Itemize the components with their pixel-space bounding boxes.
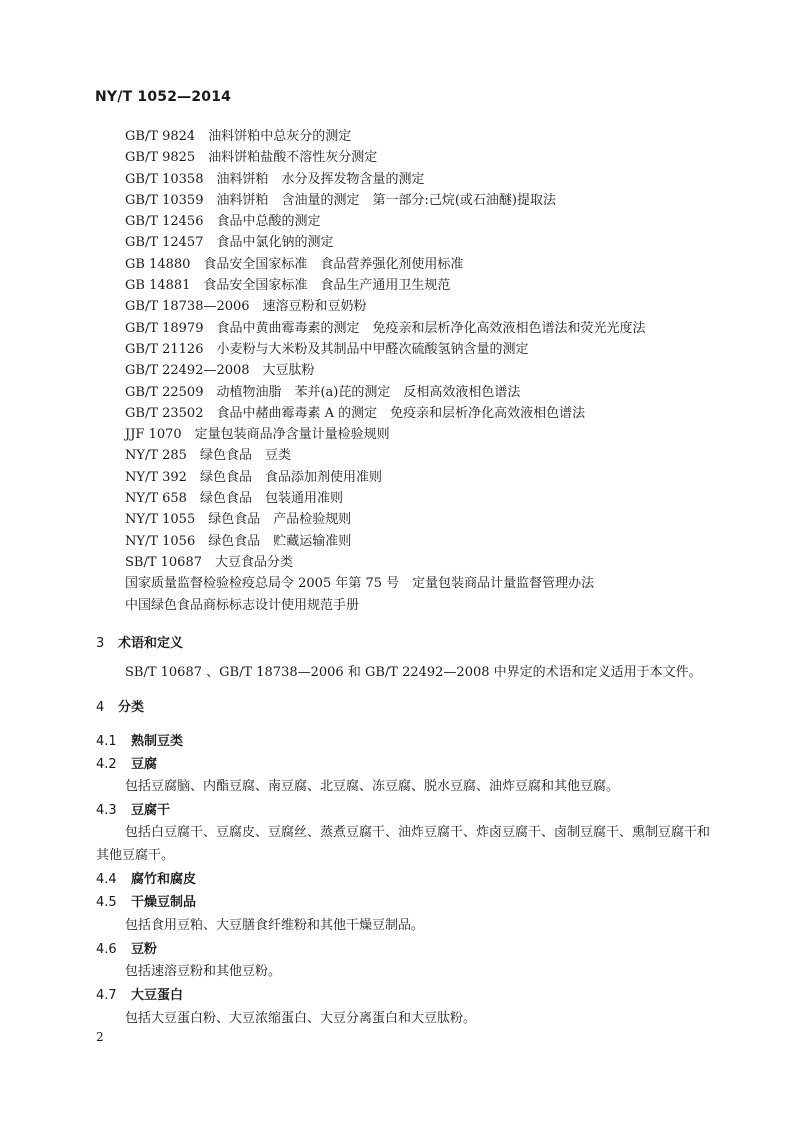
section-4-2-text: 包括豆腐脑、内酯豆腐、南豆腐、北豆腐、冻豆腐、脱水豆腐、油炸豆腐和其他豆腐。 [125, 779, 620, 794]
section-4-heading [96, 698, 144, 718]
section-title: 豆腐干 [131, 803, 171, 818]
section-4-6-text: 包括速溶豆粉和其他豆粉。 [125, 964, 282, 979]
reference-item: NY/T 1056 绿色食品 贮藏运输准则 [125, 533, 352, 549]
reference-item: JJF 1070 定量包装商品净含量计量检验规则 [125, 427, 390, 443]
section-number: 4.7 [96, 988, 117, 1003]
normative-references-list [125, 126, 645, 616]
section-4-5-heading [96, 893, 196, 913]
reference-item: GB/T 9825 油料饼粕盐酸不溶性灰分测定 [125, 150, 378, 166]
page-number: 2 [96, 1030, 104, 1044]
section-number: 4.6 [96, 942, 117, 957]
section-number: 4.4 [96, 872, 117, 887]
reference-item: GB/T 10358 油料饼粕 水分及挥发物含量的测定 [125, 171, 425, 187]
section-title: 术语和定义 [118, 636, 184, 651]
section-number: 4 [96, 700, 105, 715]
section-title: 分类 [118, 700, 145, 715]
standard-number-header: NY/T 1052—2014 [95, 89, 232, 105]
section-number: 4.2 [96, 757, 117, 772]
reference-item: NY/T 392 绿色食品 食品添加剂使用准则 [125, 469, 382, 485]
section-4-4-heading [96, 870, 196, 890]
section-4-3-text: 包括白豆腐干、豆腐皮、豆腐丝、蒸煮豆腐干、油炸豆腐干、炸卤豆腐干、卤制豆腐干、熏制豆腐干和其他豆腐干。 [96, 825, 711, 863]
reference-item: NY/T 285 绿色食品 豆类 [125, 448, 291, 464]
section-title: 干燥豆制品 [131, 895, 197, 910]
section-number: 4.3 [96, 803, 117, 818]
reference-item: GB/T 12457 食品中氯化钠的测定 [125, 235, 334, 251]
reference-item: GB/T 18979 食品中黄曲霉毒素的测定 免疫亲和层析净化高效液相色谱法和荧光光度法 [125, 320, 646, 336]
section-4-6-heading [96, 940, 157, 960]
reference-item: NY/T 1055 绿色食品 产品检验规则 [125, 512, 352, 528]
section-4-1-heading [96, 732, 183, 752]
reference-item: 国家质量监督检验检疫总局令 2005 年第 75 号 定量包装商品计量监督管理办法 [125, 576, 595, 592]
reference-item: GB/T 23502 食品中赭曲霉毒素 A 的测定 免疫亲和层析净化高效液相色谱法 [125, 405, 586, 421]
section-title: 大豆蛋白 [131, 988, 184, 1003]
reference-item: SB/T 10687 大豆食品分类 [125, 554, 293, 570]
section-4-7-heading [96, 986, 183, 1006]
section-number: 4.5 [96, 895, 117, 910]
section-number: 3 [96, 636, 105, 651]
section-4-2-heading [96, 755, 157, 775]
reference-item: NY/T 658 绿色食品 包装通用准则 [125, 491, 343, 507]
section-3-text: SB/T 10687 、GB/T 18738—2006 和 GB/T 22492—2008 中界定的术语和定义适用于本文件。 [125, 665, 702, 680]
section-number: 4.1 [96, 734, 117, 749]
section-4-7-text: 包括大豆蛋白粉、大豆浓缩蛋白、大豆分离蛋白和大豆肽粉。 [125, 1011, 477, 1026]
section-title: 熟制豆类 [131, 734, 184, 749]
reference-item: GB/T 22492—2008 大豆肽粉 [125, 363, 315, 379]
reference-item: GB/T 9824 油料饼粕中总灰分的测定 [125, 129, 352, 144]
section-3-heading [96, 634, 183, 654]
reference-item: GB/T 18738—2006 速溶豆粉和豆奶粉 [125, 299, 367, 315]
section-title: 豆腐 [131, 757, 158, 772]
reference-item: GB/T 12456 食品中总酸的测定 [125, 214, 321, 230]
reference-item: GB/T 22509 动植物油脂 苯并(a)芘的测定 反相高效液相色谱法 [125, 384, 521, 400]
reference-item: GB 14880 食品安全国家标准 食品营养强化剂使用标准 [125, 256, 464, 272]
section-title: 豆粉 [131, 942, 158, 957]
section-4-5-text: 包括食用豆粕、大豆膳食纤维粉和其他干燥豆制品。 [125, 918, 425, 933]
section-4-3-heading [96, 801, 170, 821]
reference-item: GB/T 21126 小麦粉与大米粉及其制品中甲醛次硫酸氢钠含量的测定 [125, 341, 529, 357]
reference-item: 中国绿色食品商标标志设计使用规范手册 [125, 597, 360, 613]
reference-item: GB 14881 食品安全国家标准 食品生产通用卫生规范 [125, 278, 451, 294]
section-title: 腐竹和腐皮 [131, 872, 197, 887]
reference-item: GB/T 10359 油料饼粕 含油量的测定 第一部分:己烷(或石油醚)提取法 [125, 192, 556, 208]
